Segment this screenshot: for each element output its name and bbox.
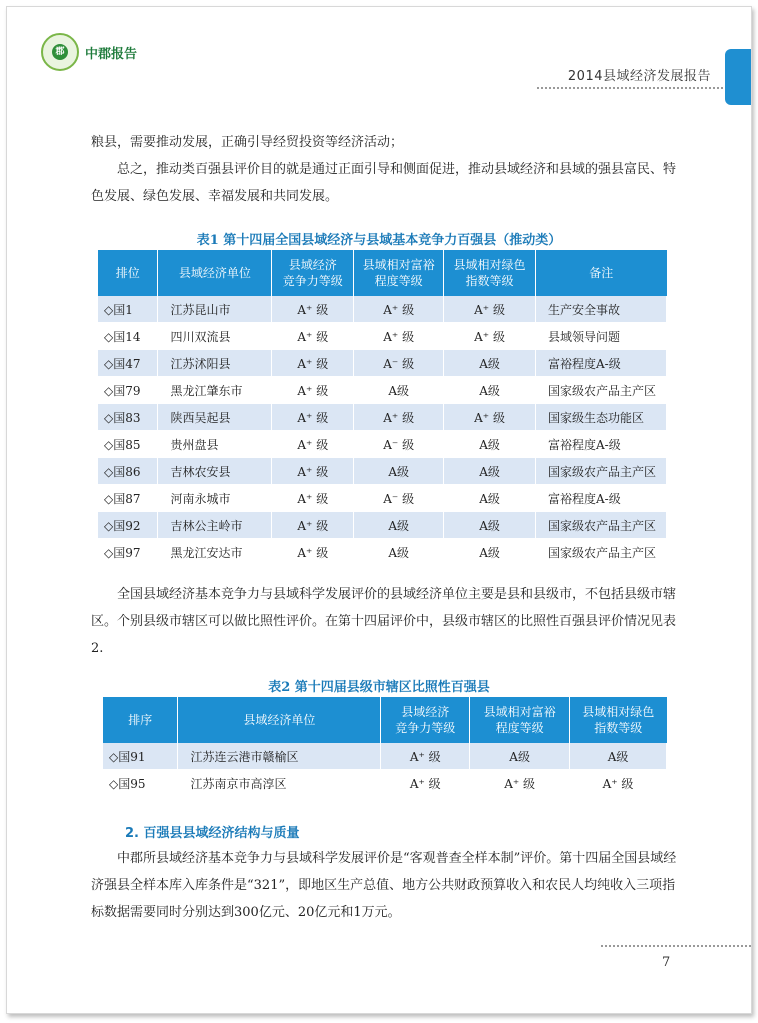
table2-header-cell: 县域经济单位 — [178, 697, 381, 743]
table1-cell: 国家级农产品主产区 — [535, 458, 666, 485]
table1-cell: A⁺ 级 — [272, 485, 354, 512]
table1-header-cell: 县域经济 竞争力等级 — [272, 250, 354, 296]
table1-cell: 吉林农安县 — [158, 458, 272, 485]
running-header-title: 2014县域经济发展报告 — [567, 69, 711, 84]
table2-cell: A级 — [570, 743, 667, 770]
table1-cell: ◇国86 — [98, 458, 158, 485]
table2-cell: 江苏连云港市赣榆区 — [178, 743, 381, 770]
table1-header-cell: 县域经济单位 — [158, 250, 272, 296]
table2-header-cell: 县域经济 竞争力等级 — [381, 697, 470, 743]
table2-caption: 表2 第十四届县级市辖区比照性百强县 — [268, 680, 490, 695]
table1-cell: 国家级农产品主产区 — [535, 512, 666, 539]
table1-cell: A级 — [444, 458, 536, 485]
table1-caption: 表1 第十四届全国县域经济与县域基本竞争力百强县（推动类） — [196, 233, 562, 248]
table1-cell: A级 — [354, 458, 444, 485]
paragraph-2: 总之，推动类百强县评价目的就是通过正面引导和侧面促进，推动县域经济和县域的强县富民、特色发展、绿色发展、幸福发展和共同发展。 — [91, 162, 677, 204]
chapter-tab — [725, 49, 751, 105]
table1-cell: A⁺ 级 — [354, 404, 444, 431]
table1-body — [98, 296, 667, 566]
table1-cell: A⁺ 级 — [444, 404, 536, 431]
table1-cell: ◇国97 — [98, 539, 158, 566]
header-divider — [537, 87, 723, 89]
page — [6, 6, 752, 1014]
table1-cell: 河南永城市 — [158, 485, 272, 512]
logo-mark: 郡 — [52, 44, 68, 60]
table1-cell: A⁺ 级 — [272, 539, 354, 566]
table1-row — [98, 431, 667, 458]
table1-cell: A级 — [444, 539, 536, 566]
table1-header-cell: 备注 — [535, 250, 666, 296]
table1-cell: 江苏昆山市 — [158, 296, 272, 323]
table2-cell: A⁺ 级 — [470, 770, 570, 797]
table1-row — [98, 404, 667, 431]
table1-cell: A级 — [354, 539, 444, 566]
table1-cell: A级 — [444, 350, 536, 377]
table1-cell: ◇国92 — [98, 512, 158, 539]
paragraph-4: 中郡所县域经济基本竞争力与县域科学发展评价是“客观普查全样本制”评价。第十四届全国县域经济强县全样本库入库条件是“321”，即地区生产总值、地方公共财政预算收入和农民人均纯收入三项指标数据需要同时分别达到300亿元、20亿元和1万元。 — [91, 851, 677, 920]
table1-header-cell: 县域相对绿色 指数等级 — [444, 250, 536, 296]
table1-cell: A⁻ 级 — [354, 350, 444, 377]
table1-cell: ◇国79 — [98, 377, 158, 404]
footer-divider — [601, 945, 751, 947]
table1-row — [98, 296, 667, 323]
table1-cell: A级 — [354, 512, 444, 539]
table1-cell: A⁺ 级 — [272, 431, 354, 458]
table1-cell: 国家级农产品主产区 — [535, 539, 666, 566]
table1-cell: 黑龙江肇东市 — [158, 377, 272, 404]
table2-cell: ◇国95 — [103, 770, 178, 797]
table2-cell: 江苏南京市高淳区 — [178, 770, 381, 797]
table1-row — [98, 485, 667, 512]
paragraph-3: 全国县域经济基本竞争力与县域科学发展评价的县域经济单位主要是县和县级市，不包括县级市辖区。个别县级市辖区可以做比照性评价。在第十四届评价中，县级市辖区的比照性百强县评价情况见表2. — [91, 587, 677, 656]
table2-header-row — [103, 697, 667, 743]
table1-cell: A⁺ 级 — [272, 458, 354, 485]
table2-cell: A⁺ 级 — [381, 770, 470, 797]
table1-row — [98, 539, 667, 566]
table1-header-row — [98, 250, 667, 296]
table2-header-cell: 排序 — [103, 697, 178, 743]
table1-header-cell: 县域相对富裕 程度等级 — [354, 250, 444, 296]
table1-row — [98, 350, 667, 377]
table2-cell: A级 — [470, 743, 570, 770]
table1 — [98, 250, 667, 566]
table1-row — [98, 377, 667, 404]
table1-row — [98, 323, 667, 350]
table2-cell: ◇国91 — [103, 743, 178, 770]
table2-body — [103, 743, 667, 797]
table1-cell: A⁺ 级 — [444, 323, 536, 350]
table1-cell: 吉林公主岭市 — [158, 512, 272, 539]
table1-cell: A⁺ 级 — [272, 404, 354, 431]
table2-cell: A⁺ 级 — [570, 770, 667, 797]
table1-cell: A级 — [354, 377, 444, 404]
table2-header-cell: 县域相对富裕 程度等级 — [470, 697, 570, 743]
table1-cell: ◇国83 — [98, 404, 158, 431]
logo-icon — [41, 33, 79, 71]
table2-row — [103, 743, 667, 770]
table2-header-cell: 县域相对绿色 指数等级 — [570, 697, 667, 743]
table1-cell: 富裕程度A-级 — [535, 350, 666, 377]
table1-cell: A级 — [444, 512, 536, 539]
table1-cell: 富裕程度A-级 — [535, 485, 666, 512]
brand-name: 中郡报告 — [85, 47, 138, 62]
table1-cell: 四川双流县 — [158, 323, 272, 350]
table1-cell: ◇国87 — [98, 485, 158, 512]
table1-cell: A⁺ 级 — [272, 350, 354, 377]
table1-cell: A级 — [444, 377, 536, 404]
table1-row — [98, 512, 667, 539]
table2 — [103, 697, 667, 797]
table1-cell: A⁺ 级 — [272, 296, 354, 323]
table1-cell: A⁻ 级 — [354, 431, 444, 458]
page-number: 7 — [662, 955, 671, 970]
table1-cell: 生产安全事故 — [535, 296, 666, 323]
table1-cell: 黑龙江安达市 — [158, 539, 272, 566]
table1-cell: A⁻ 级 — [354, 485, 444, 512]
table1-cell: A⁺ 级 — [354, 323, 444, 350]
table1-cell: 国家级生态功能区 — [535, 404, 666, 431]
table1-cell: ◇国85 — [98, 431, 158, 458]
table1-cell: A⁺ 级 — [444, 296, 536, 323]
table1-cell: 富裕程度A-级 — [535, 431, 666, 458]
table1-cell: A级 — [444, 431, 536, 458]
table1-cell: A⁺ 级 — [272, 377, 354, 404]
paragraph-1: 粮县，需要推动发展，正确引导经贸投资等经济活动； — [91, 135, 404, 150]
table2-row — [103, 770, 667, 797]
table1-cell: ◇国1 — [98, 296, 158, 323]
table1-cell: ◇国14 — [98, 323, 158, 350]
table1-cell: ◇国47 — [98, 350, 158, 377]
table1-cell: 县域领导问题 — [535, 323, 666, 350]
table1-header-cell: 排位 — [98, 250, 158, 296]
section-heading: 2. 百强县县域经济结构与质量 — [125, 826, 300, 841]
table1-row — [98, 458, 667, 485]
table1-cell: 贵州盘县 — [158, 431, 272, 458]
table1-cell: A⁺ 级 — [272, 323, 354, 350]
table1-cell: A⁺ 级 — [354, 296, 444, 323]
table1-cell: 陕西吴起县 — [158, 404, 272, 431]
table1-cell: A⁺ 级 — [272, 512, 354, 539]
table1-cell: A级 — [444, 485, 536, 512]
table1-cell: 江苏沭阳县 — [158, 350, 272, 377]
table2-cell: A⁺ 级 — [381, 743, 470, 770]
table1-cell: 国家级农产品主产区 — [535, 377, 666, 404]
